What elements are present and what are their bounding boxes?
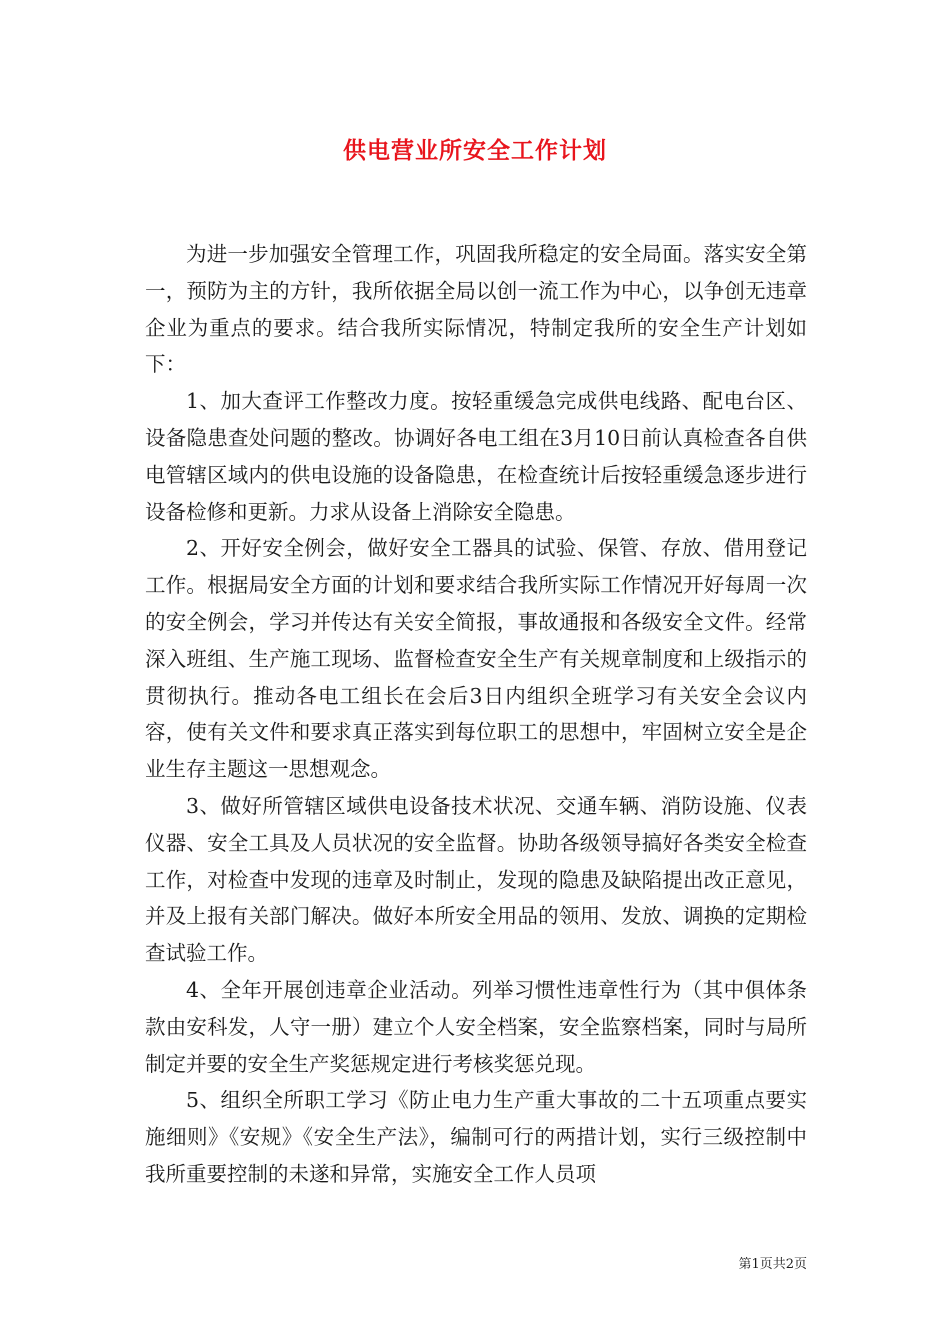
paragraph-item-5: 5、组织全所职工学习《防止电力生产重大事故的二十五项重点要实施细则》《安规》《安全生产法》，编制可行的两措计划，实行三级控制中我所重要控制的未遂和异常，实施安全工作人员项 bbox=[145, 1088, 807, 1186]
paragraph-item-4: 4、全年开展创违章企业活动。列举习惯性违章性行为（其中俱体条款由安科发，人守一册）建立个人安全档案，安全监察档案，同时与局所制定并要的安全生产奖惩规定进行考核奖惩兑现。 bbox=[145, 977, 807, 1076]
page-number: 第1页共2页 bbox=[738, 1257, 807, 1272]
document-body bbox=[145, 236, 807, 1193]
paragraph-intro: 为进一步加强安全管理工作，巩固我所稳定的安全局面。落实安全第一，预防为主的方针，我所依据全局以创一流工作为中心，以争创无违章企业为重点的要求。结合我所实际情况，特制定我所的安全生产计划如下： bbox=[145, 242, 807, 377]
paragraph-item-1: 1、加大查评工作整改力度。按轻重缓急完成供电线路、配电台区、设备隐患查处问题的整改。协调好各电工组在3月10日前认真检查各自供电管辖区域内的供电设施的设备隐患，在检查统计后按轻重缓急逐步进行设备检修和更新。力求从设备上消除安全隐患。 bbox=[145, 389, 807, 524]
page-title: 供电营业所安全工作计划 bbox=[343, 137, 607, 164]
paragraph-item-2: 2、开好安全例会，做好安全工器具的试验、保管、存放、借用登记工作。根据局安全方面的计划和要求结合我所实际工作情况开好每周一次的安全例会，学习并传达有关安全简报，事故通报和各级安全文件。经常深入班组、生产施工现场、监督检查安全生产有关规章制度和上级指示的贯彻执行。推动各电工组长在会后3日内组织全班学习有关安全会议内容，使有关文件和要求真正落实到每位职工的思想中，牢固树立安全是企业生存主题这一思想观念。 bbox=[145, 536, 807, 782]
paragraph-item-3: 3、做好所管辖区域供电设备技术状况、交通车辆、消防设施、仪表仪器、安全工具及人员状况的安全监督。协助各级领导搞好各类安全检查工作，对检查中发现的违章及时制止，发现的隐患及缺陷提出改正意见，并及上报有关部门解决。做好本所安全用品的领用、发放、调换的定期检查试验工作。 bbox=[145, 793, 807, 966]
